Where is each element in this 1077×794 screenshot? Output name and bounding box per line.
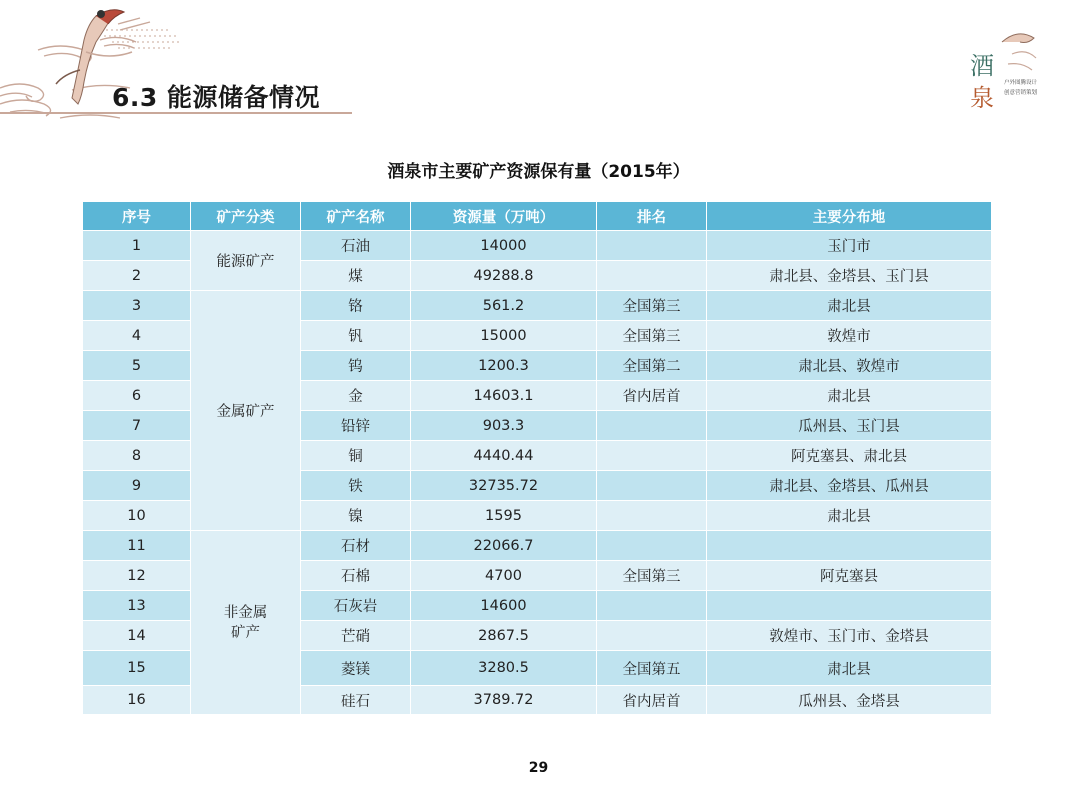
cell-amount: 4700 [411,561,597,591]
cell-location: 瓜州县、金塔县 [707,686,992,715]
cell-location: 肃北县、金塔县、玉门县 [707,261,992,291]
cell-no: 4 [83,321,191,351]
cell-name: 钒 [301,321,411,351]
cell-category: 能源矿产 [191,231,301,291]
category-label: 非金属矿产 [223,604,268,641]
cell-no: 2 [83,261,191,291]
cell-amount: 3789.72 [411,686,597,715]
cell-no: 3 [83,291,191,321]
cell-rank [597,441,707,471]
col-header-rank: 排名 [597,202,707,231]
cell-amount: 561.2 [411,291,597,321]
cell-no: 8 [83,441,191,471]
cell-rank [597,411,707,441]
cell-no: 16 [83,686,191,715]
cell-location: 阿克塞县、肃北县 [707,441,992,471]
cell-name: 菱镁 [301,651,411,686]
cell-name: 铬 [301,291,411,321]
cell-rank [597,531,707,561]
cell-rank [597,231,707,261]
cell-no: 15 [83,651,191,686]
logo-char-2: 泉 [970,84,994,112]
cell-name: 石材 [301,531,411,561]
cell-location: 玉门市 [707,231,992,261]
cell-location: 肃北县 [707,381,992,411]
svg-text:户外图腾设计: 户外图腾设计 [1004,80,1038,86]
cell-location: 肃北县、金塔县、瓜州县 [707,471,992,501]
col-header-amount: 资源量（万吨） [411,202,597,231]
cell-no: 12 [83,561,191,591]
cell-location [707,591,992,621]
cell-no: 9 [83,471,191,501]
cell-no: 10 [83,501,191,531]
cell-location: 瓜州县、玉门县 [707,411,992,441]
cell-amount: 22066.7 [411,531,597,561]
col-header-name: 矿产名称 [301,202,411,231]
cell-rank: 省内居首 [597,686,707,715]
cell-name: 芒硝 [301,621,411,651]
cell-location: 阿克塞县 [707,561,992,591]
cell-name: 铁 [301,471,411,501]
cell-amount: 4440.44 [411,441,597,471]
cell-amount: 903.3 [411,411,597,441]
svg-text:创意营销策划: 创意营销策划 [1004,90,1038,96]
table-row [83,231,992,261]
cell-rank [597,501,707,531]
cell-name: 石灰岩 [301,591,411,621]
cell-no: 5 [83,351,191,381]
cell-rank: 全国第三 [597,561,707,591]
cell-rank [597,591,707,621]
cell-amount: 14000 [411,231,597,261]
col-header-location: 主要分布地 [707,202,992,231]
cell-rank: 全国第五 [597,651,707,686]
cell-amount: 14603.1 [411,381,597,411]
cell-amount: 3280.5 [411,651,597,686]
cell-rank [597,261,707,291]
page-number: 29 [528,760,549,776]
cell-location [707,531,992,561]
col-header-category: 矿产分类 [191,202,301,231]
cell-amount: 14600 [411,591,597,621]
cell-amount: 49288.8 [411,261,597,291]
cell-name: 石油 [301,231,411,261]
cell-rank: 全国第二 [597,351,707,381]
cell-location: 敦煌市、玉门市、金塔县 [707,621,992,651]
cell-name: 钨 [301,351,411,381]
cell-name: 镍 [301,501,411,531]
cell-no: 14 [83,621,191,651]
cell-name: 硅石 [301,686,411,715]
cell-rank: 全国第三 [597,291,707,321]
cell-rank [597,621,707,651]
cell-amount: 1595 [411,501,597,531]
cell-name: 金 [301,381,411,411]
logo-char-1: 酒 [970,52,994,80]
cell-location: 敦煌市 [707,321,992,351]
cell-location: 肃北县 [707,291,992,321]
cell-no: 11 [83,531,191,561]
col-header-no: 序号 [83,202,191,231]
cell-location: 肃北县 [707,651,992,686]
cell-location: 肃北县 [707,501,992,531]
cell-rank [597,471,707,501]
cell-location: 肃北县、敦煌市 [707,351,992,381]
cell-no: 6 [83,381,191,411]
cell-rank: 全国第三 [597,321,707,351]
cell-amount: 1200.3 [411,351,597,381]
mineral-resources-table [82,201,992,715]
cell-rank: 省内居首 [597,381,707,411]
table-header-row [83,202,992,231]
cell-name: 铅锌 [301,411,411,441]
cell-category: 金属矿产 [191,291,301,531]
cell-amount: 2867.5 [411,621,597,651]
page-title: 6.3 能源储备情况 [112,83,320,112]
cell-amount: 15000 [411,321,597,351]
table-row [83,531,992,561]
cell-category [191,531,301,715]
cell-name: 石棉 [301,561,411,591]
cell-no: 1 [83,231,191,261]
cell-name: 铜 [301,441,411,471]
jiuquan-logo [962,24,1042,134]
cell-amount: 32735.72 [411,471,597,501]
cell-name: 煤 [301,261,411,291]
cell-no: 7 [83,411,191,441]
table-caption: 酒泉市主要矿产资源保有量（2015年） [387,162,690,182]
cell-no: 13 [83,591,191,621]
table-row [83,291,992,321]
